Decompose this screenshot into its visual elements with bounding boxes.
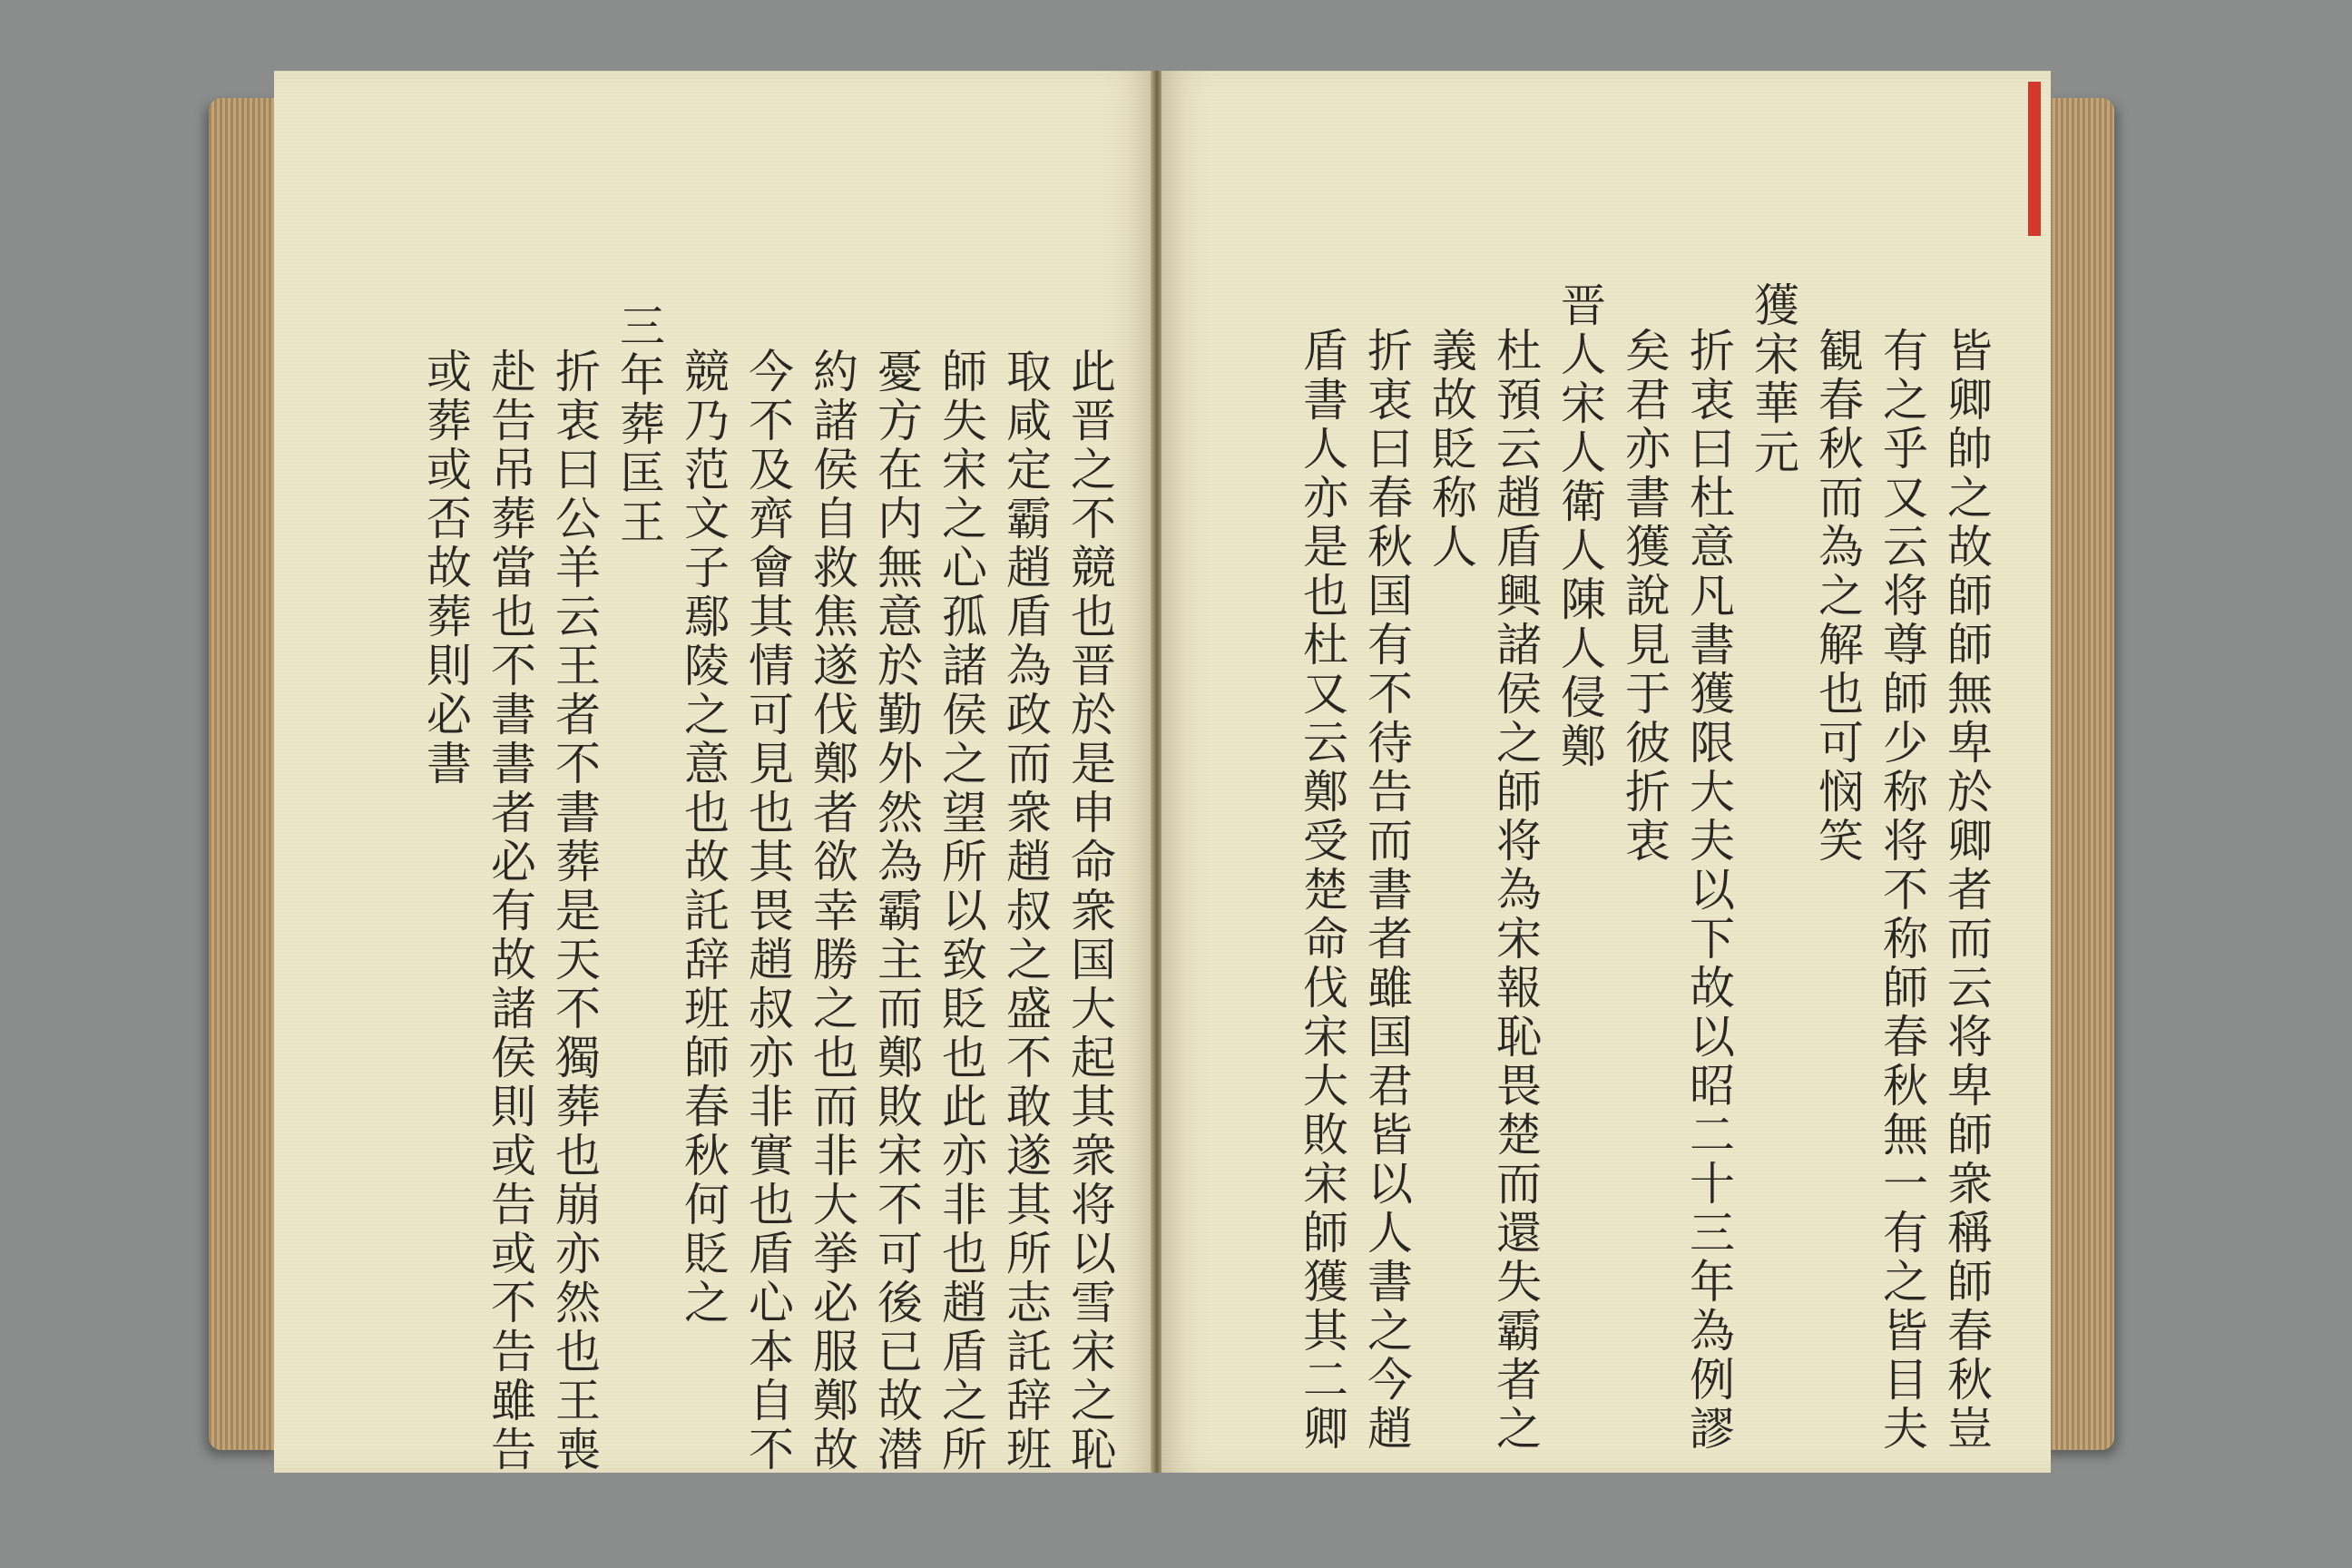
text-column: 矣君亦書獲說見于彼折衷 bbox=[1618, 327, 1671, 866]
text-column: 杜預云趙盾興諸侯之師将為宋報恥畏楚而還失霸者之 bbox=[1489, 327, 1542, 1454]
text-column: 折衷曰公羊云王者不書葬是天不獨葬也崩亦然也王喪 bbox=[548, 348, 601, 1475]
right-page bbox=[1161, 71, 2051, 1473]
text-column: 競乃范文子鄢陵之意也故託辞班師春秋何貶之 bbox=[677, 348, 730, 1328]
text-column: 師失宋之心孤諸侯之望所以致貶也此亦非也趙盾之所 bbox=[935, 348, 987, 1475]
text-column: 盾書人亦是也杜又云鄭受楚命伐宋大敗宋師獲其二卿 bbox=[1296, 327, 1348, 1454]
text-column: 約諸侯自救焦遂伐鄭者欲幸勝之也而非大挙必服鄭故 bbox=[806, 348, 858, 1475]
text-column: 此晋之不競也晋於是申命衆国大起其衆将以雪宋之恥 bbox=[1063, 348, 1116, 1475]
text-column: 義故貶称人 bbox=[1425, 327, 1477, 572]
section-heading: 獲宋華元 bbox=[1747, 281, 1799, 477]
open-book bbox=[209, 71, 2114, 1491]
bookmark-ribbon bbox=[2028, 82, 2041, 236]
section-heading: 晋人宋人衛人陳人侵鄭 bbox=[1553, 281, 1606, 771]
text-column: 取咸定霸趙盾為政而衆趙叔之盛不敢遂其所志託辞班 bbox=[999, 348, 1052, 1475]
section-heading: 三年葬匡王 bbox=[612, 302, 665, 547]
text-column: 憂方在内無意於勤外然為霸主而鄭敗宋不可後已故潜 bbox=[870, 348, 923, 1475]
text-column: 観春秋而為之解也可悯笑 bbox=[1811, 327, 1864, 866]
left-page-edges bbox=[209, 98, 281, 1450]
text-column: 或葬或否故葬則必書 bbox=[419, 348, 472, 789]
left-page bbox=[274, 71, 1152, 1473]
text-column: 折衷曰杜意凡書獲限大夫以下故以昭二十三年為例謬 bbox=[1682, 327, 1735, 1454]
text-column: 折衷曰春秋国有不待告而書者雖国君皆以人書之今趙 bbox=[1360, 327, 1413, 1454]
text-column: 有之乎又云将尊師少称将不称師春秋無一有之皆目夫 bbox=[1876, 327, 1928, 1454]
text-column: 今不及齊會其情可見也其畏趙叔亦非實也盾心本自不 bbox=[741, 348, 794, 1475]
text-column: 皆卿帥之故師師無卑於卿者而云将卑師衆稱師春秋豈 bbox=[1940, 327, 1993, 1454]
text-column: 赴告吊葬當也不書書者必有故諸侯則或告或不告雖告 bbox=[484, 348, 536, 1475]
right-page-edges bbox=[2042, 98, 2114, 1450]
